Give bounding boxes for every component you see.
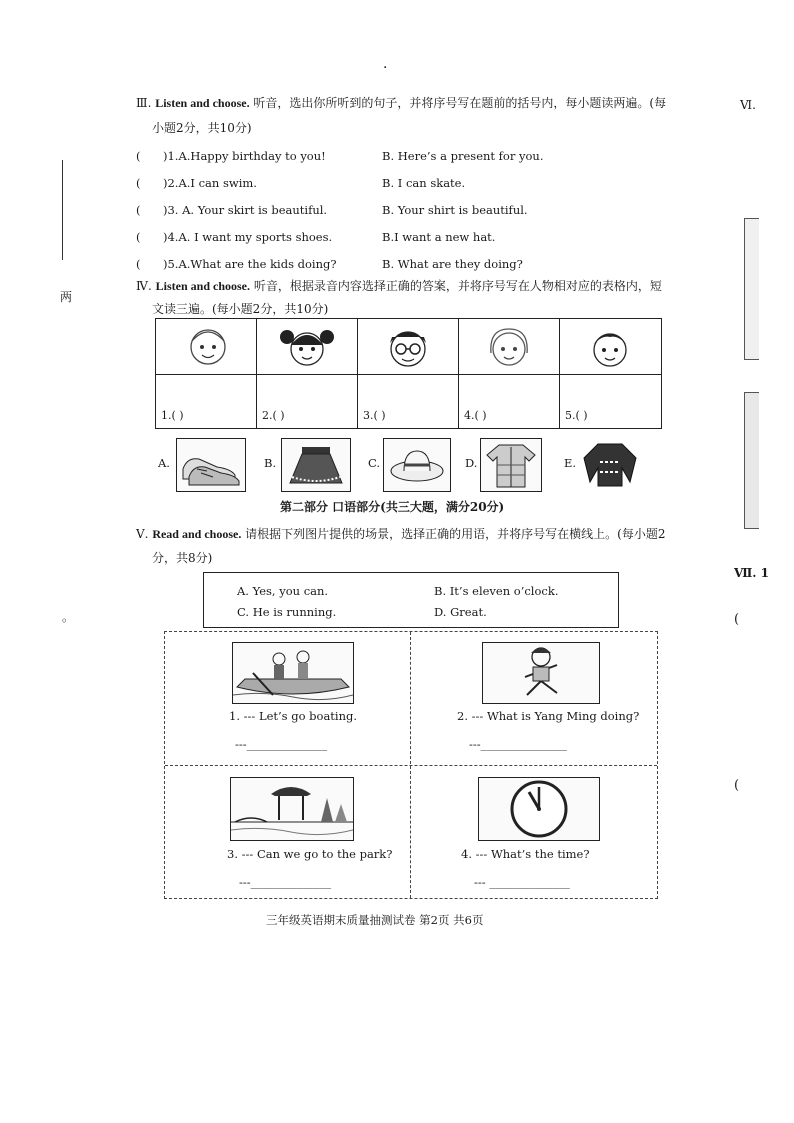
answer-blank[interactable]: 2.( ) xyxy=(262,409,285,422)
section-instructions: 听音，根据录音内容选择正确的答案，并将序号写在人物相对应的表格内，短 xyxy=(253,279,662,293)
shirt-icon xyxy=(481,439,541,491)
section-4-heading xyxy=(136,274,662,298)
answer-line-4[interactable]: --- ______________ xyxy=(474,875,570,889)
glasses-boy-face-icon xyxy=(358,319,458,374)
option-picture-e xyxy=(578,438,642,490)
answer-blank[interactable]: 5.( ) xyxy=(565,409,588,422)
boating-icon xyxy=(233,643,353,703)
option-a: )4.A. I want my sports shoes. xyxy=(163,230,333,244)
right-margin-paren: ( xyxy=(734,778,740,793)
running-boy-icon xyxy=(483,643,599,703)
scenario-picture-3 xyxy=(230,777,354,841)
option-b: B.I want a new hat. xyxy=(382,230,496,244)
grid-divider xyxy=(165,765,657,766)
option-label: E. xyxy=(564,456,577,470)
section-number: Ⅳ. xyxy=(136,279,152,293)
answer-cell[interactable] xyxy=(560,375,661,428)
option-picture-a xyxy=(176,438,246,492)
page-footer: 三年级英语期末质量抽测试卷 第2页 共6页 xyxy=(266,913,484,927)
option-a: )3. A. Your skirt is beautiful. xyxy=(163,203,328,217)
section-4-instructions-cont: 文读三遍。(每小题2分，共10分) xyxy=(152,302,329,316)
answer-cell[interactable] xyxy=(257,375,358,428)
answer-blank[interactable]: 1.( ) xyxy=(161,409,184,422)
right-margin-vi: Ⅵ. xyxy=(740,98,756,112)
option-label: D. xyxy=(465,456,478,470)
option-a: )1.A.Happy birthday to you! xyxy=(163,149,326,163)
table-cell-face xyxy=(156,319,257,375)
scenario-picture-1 xyxy=(232,642,354,704)
option-picture-b xyxy=(281,438,351,492)
skirt-icon xyxy=(282,439,350,491)
section-3-heading xyxy=(136,91,666,115)
answer-paren[interactable]: ( xyxy=(136,176,141,190)
question-1: 1. --- Let’s go boating. xyxy=(229,709,358,723)
scenario-grid xyxy=(164,631,658,899)
option-a: )5.A.What are the kids doing? xyxy=(163,257,337,271)
choice-d: D. Great. xyxy=(434,605,487,619)
right-margin-image xyxy=(744,218,759,360)
sneakers-icon xyxy=(177,439,245,491)
part-2-heading: 第二部分 口语部分(共三大题，满分20分) xyxy=(280,500,505,514)
choice-a: A. Yes, you can. xyxy=(237,584,329,598)
table-cell-face xyxy=(560,319,661,375)
right-margin-vii: Ⅶ. 1 xyxy=(734,566,770,580)
answer-line-2[interactable]: ---_______________ xyxy=(469,737,567,751)
answer-blank[interactable]: 4.( ) xyxy=(464,409,487,422)
character-answer-table xyxy=(155,318,662,429)
option-label: B. xyxy=(264,456,277,470)
choices-box xyxy=(203,572,619,628)
sweater-icon xyxy=(578,438,642,490)
option-label: C. xyxy=(368,456,381,470)
left-margin-dot: 。 xyxy=(62,610,75,624)
right-margin-image xyxy=(744,392,759,529)
option-b: B. Here’s a present for you. xyxy=(382,149,544,163)
answer-cell[interactable] xyxy=(156,375,257,428)
answer-paren[interactable]: ( xyxy=(136,149,141,163)
answer-paren[interactable]: ( xyxy=(136,257,141,271)
boy-face-icon xyxy=(156,319,256,374)
option-a: )2.A.I can swim. xyxy=(163,176,257,190)
left-margin-char: 两 xyxy=(60,290,73,304)
answer-cell[interactable] xyxy=(358,375,459,428)
section-number: Ⅴ. xyxy=(136,527,149,541)
option-picture-c xyxy=(383,438,451,492)
answer-cell[interactable] xyxy=(459,375,560,428)
option-b: B. What are they doing? xyxy=(382,257,523,271)
section-instructions: 请根据下列图片提供的场景，选择正确的用语，并将序号写在横线上。(每小题2 xyxy=(245,527,666,541)
answer-paren[interactable]: ( xyxy=(136,203,141,217)
section-5-instructions-cont: 分，共8分) xyxy=(152,551,213,565)
right-margin-paren: ( xyxy=(734,612,740,627)
question-3: 3. --- Can we go to the park? xyxy=(227,847,393,861)
option-b: B. Your shirt is beautiful. xyxy=(382,203,528,217)
scenario-picture-2 xyxy=(482,642,600,704)
section-title: Read and choose. xyxy=(152,527,242,541)
section-title: Listen and choose. xyxy=(155,96,250,110)
answer-blank[interactable]: 3.( ) xyxy=(363,409,386,422)
section-5-heading xyxy=(136,522,665,546)
section-title: Listen and choose. xyxy=(155,279,250,293)
girl-pigtails-face-icon xyxy=(257,319,357,374)
section-number: Ⅲ. xyxy=(136,96,152,110)
girl-face-icon xyxy=(459,319,559,374)
left-margin-line xyxy=(62,160,64,260)
question-4: 4. --- What’s the time? xyxy=(461,847,590,861)
option-label: A. xyxy=(158,456,170,470)
clock-icon xyxy=(479,778,599,840)
answer-paren[interactable]: ( xyxy=(136,230,141,244)
option-picture-d xyxy=(480,438,542,492)
question-2: 2. --- What is Yang Ming doing? xyxy=(457,709,640,723)
table-cell-face xyxy=(257,319,358,375)
scenario-picture-4 xyxy=(478,777,600,841)
choice-b: B. It’s eleven o’clock. xyxy=(434,584,559,598)
top-dot: · xyxy=(383,60,388,76)
choice-c: C. He is running. xyxy=(237,605,337,619)
boy-dark-hair-face-icon xyxy=(560,319,660,374)
table-cell-face xyxy=(358,319,459,375)
answer-line-1[interactable]: ---______________ xyxy=(235,737,328,751)
option-b: B. I can skate. xyxy=(382,176,466,190)
table-cell-face xyxy=(459,319,560,375)
answer-line-3[interactable]: ---______________ xyxy=(239,875,332,889)
section-instructions: 听音，选出你所听到的句子，并将序号写在题前的括号内，每小题读两遍。(每 xyxy=(253,96,667,110)
hat-icon xyxy=(384,439,450,491)
section-3-instructions-cont: 小题2分，共10分) xyxy=(152,121,252,135)
park-pavilion-icon xyxy=(231,778,353,840)
